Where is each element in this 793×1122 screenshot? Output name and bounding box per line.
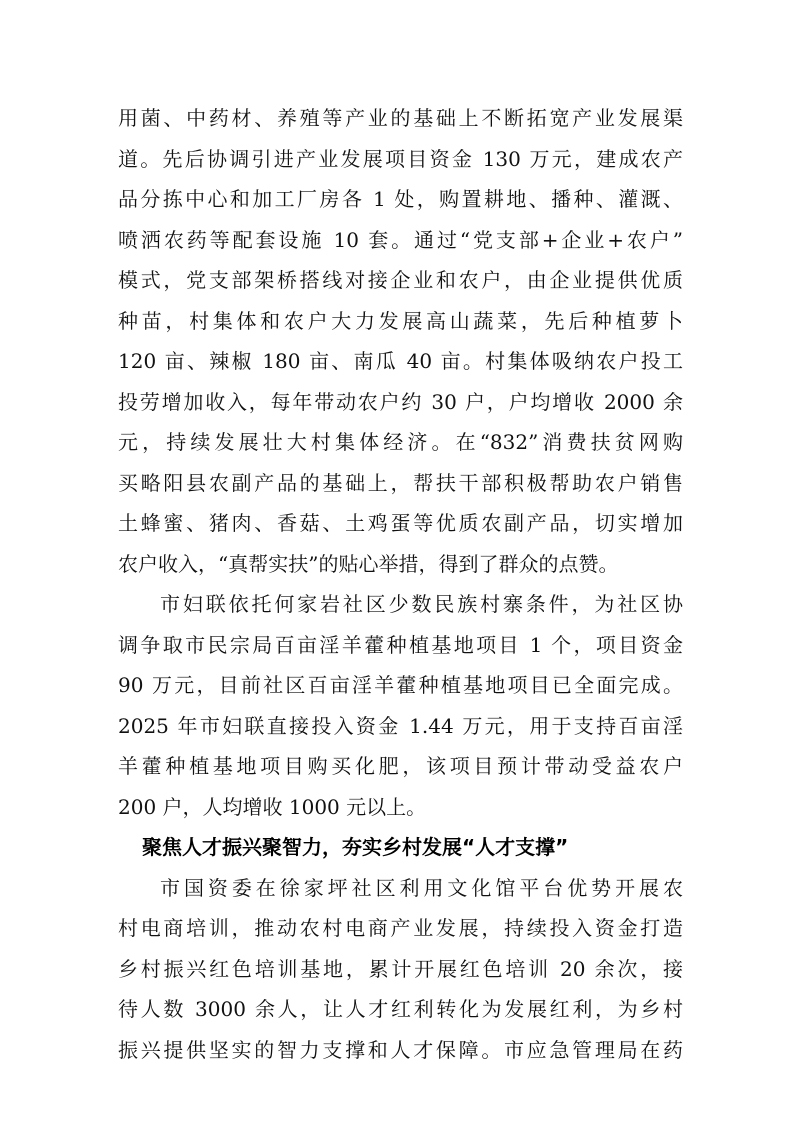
text-line: 市妇联依托何家岩社区少数民族村寨条件，为社区协 (160, 592, 683, 616)
text-line: 品分拣中心和加工厂房各 1 处，购置耕地、播种、灌溉、 (118, 187, 683, 211)
paragraph-industry (118, 98, 683, 584)
text-line: 90 万元，目前社区百亩淫羊藿种植基地项目已全面完成。 (118, 673, 683, 697)
text-line: 农户收入，“真帮实扶”的贴心举措，得到了群众的点赞。 (118, 551, 619, 576)
text-line: 种苗，村集体和农户大力发展高山蔬菜，先后种植萝卜 (118, 308, 683, 333)
text-line: 2025 年市妇联直接投入资金 1.44 万元，用于支持百亩淫 (118, 713, 683, 738)
text-line: 土蜂蜜、猪肉、香菇、土鸡蛋等优质农副产品，切实增加 (118, 511, 683, 535)
text-line: 喷洒农药等配套设施 10 套。通过“党支部+企业+农户” (118, 227, 683, 252)
document-body (118, 98, 683, 1070)
text-line: 200 户，人均增收 1000 元以上。 (118, 794, 427, 819)
section-heading: 聚焦人才振兴聚智力，夯实乡村发展“人才支撑” (142, 835, 569, 859)
text-line: 元，持续发展壮大村集体经济。在“832”消费扶贫网购 (118, 430, 683, 454)
text-line: 模式，党支部架桥搭线对接企业和农户，由企业提供优质 (118, 268, 683, 292)
text-line: 待人数 3000 余人，让人才红利转化为发展红利，为乡村 (118, 997, 683, 1021)
text-line: 羊藿种植基地项目购买化肥，该项目预计带动受益农户 (118, 754, 683, 778)
text-line: 买略阳县农副产品的基础上，帮扶干部积极帮助农户销售 (118, 470, 683, 495)
paragraph-talent (118, 868, 683, 1071)
text-line: 投劳增加收入，每年带动农户约 30 户，户均增收 2000 余 (118, 389, 683, 414)
text-line: 乡村振兴红色培训基地，累计开展红色培训 20 余次，接 (118, 956, 683, 981)
text-line: 振兴提供坚实的智力支撑和人才保障。市应急管理局在药 (118, 1037, 683, 1062)
text-line: 道。先后协调引进产业发展项目资金 130 万元，建成农产 (118, 146, 683, 171)
text-line: 村电商培训，推动农村电商产业发展，持续投入资金打造 (118, 916, 683, 940)
text-line: 市国资委在徐家坪社区利用文化馆平台优势开展农 (160, 875, 683, 900)
text-line: 调争取市民宗局百亩淫羊藿种植基地项目 1 个，项目资金 (118, 632, 683, 657)
text-line: 120 亩、辣椒 180 亩、南瓜 40 亩。村集体吸纳农户投工 (118, 349, 683, 373)
paragraph-womens-federation (118, 584, 683, 827)
text-line: 用菌、中药材、养殖等产业的基础上不断拓宽产业发展渠 (118, 106, 683, 130)
